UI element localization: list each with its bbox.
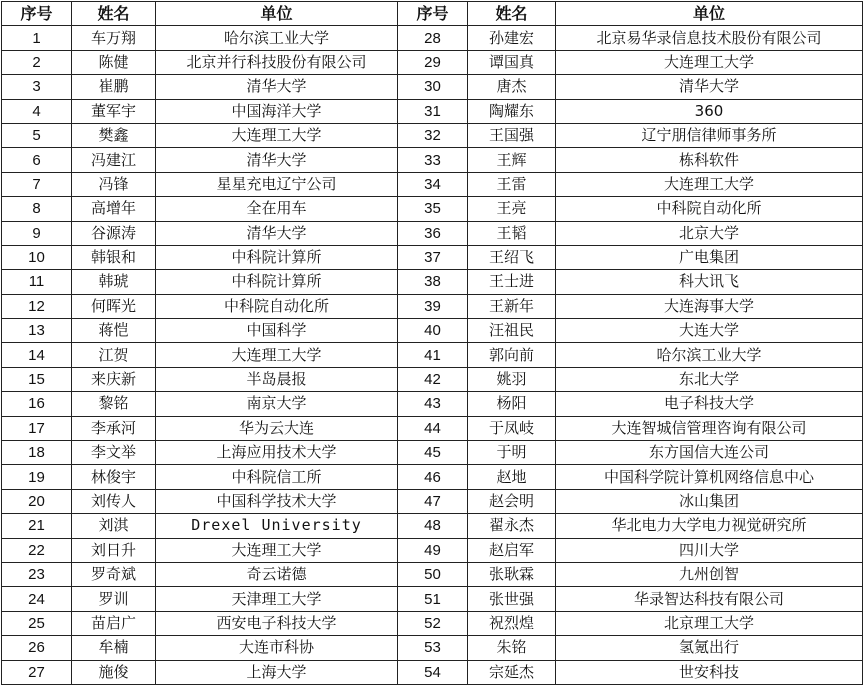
cell-index: 7 xyxy=(2,172,72,196)
cell-name: 高增年 xyxy=(72,197,156,221)
cell-org: 氢氪出行 xyxy=(556,636,863,660)
cell-index: 41 xyxy=(398,343,468,367)
cell-index: 14 xyxy=(2,343,72,367)
cell-name: 冯建江 xyxy=(72,148,156,172)
table-row xyxy=(2,294,863,318)
cell-org: 天津理工大学 xyxy=(156,587,398,611)
header-name-left: 姓名 xyxy=(72,2,156,26)
cell-org: 清华大学 xyxy=(156,221,398,245)
cell-org: 中国科学院计算机网络信息中心 xyxy=(556,465,863,489)
cell-index: 47 xyxy=(398,489,468,513)
cell-name: 李承河 xyxy=(72,416,156,440)
cell-index: 5 xyxy=(2,123,72,147)
cell-name: 王辉 xyxy=(468,148,556,172)
cell-org: 科大讯飞 xyxy=(556,270,863,294)
cell-index: 24 xyxy=(2,587,72,611)
cell-index: 23 xyxy=(2,562,72,586)
cell-index: 46 xyxy=(398,465,468,489)
cell-name: 于凤岐 xyxy=(468,416,556,440)
cell-name: 唐杰 xyxy=(468,75,556,99)
cell-org: 辽宁朋信律师事务所 xyxy=(556,123,863,147)
table-body xyxy=(2,26,863,685)
cell-name: 谷源涛 xyxy=(72,221,156,245)
cell-org: 大连理工大学 xyxy=(556,172,863,196)
cell-index: 19 xyxy=(2,465,72,489)
cell-name: 苗启广 xyxy=(72,611,156,635)
cell-org: 世安科技 xyxy=(556,660,863,684)
cell-name: 刘传人 xyxy=(72,489,156,513)
cell-name: 王绍飞 xyxy=(468,245,556,269)
cell-name: 王韬 xyxy=(468,221,556,245)
cell-org: 大连理工大学 xyxy=(156,538,398,562)
cell-org: 中国科学 xyxy=(156,319,398,343)
cell-name: 赵启军 xyxy=(468,538,556,562)
cell-name: 姚羽 xyxy=(468,367,556,391)
cell-name: 罗奇斌 xyxy=(72,562,156,586)
cell-index: 44 xyxy=(398,416,468,440)
cell-index: 9 xyxy=(2,221,72,245)
cell-index: 2 xyxy=(2,50,72,74)
cell-index: 15 xyxy=(2,367,72,391)
table-row xyxy=(2,172,863,196)
cell-name: 祝烈煌 xyxy=(468,611,556,635)
cell-index: 53 xyxy=(398,636,468,660)
cell-index: 21 xyxy=(2,514,72,538)
cell-org: 大连理工大学 xyxy=(156,343,398,367)
cell-index: 28 xyxy=(398,26,468,50)
cell-org: 大连大学 xyxy=(556,319,863,343)
table-row xyxy=(2,392,863,416)
cell-index: 12 xyxy=(2,294,72,318)
cell-name: 李文举 xyxy=(72,441,156,465)
cell-index: 39 xyxy=(398,294,468,318)
table-row xyxy=(2,319,863,343)
cell-name: 于明 xyxy=(468,441,556,465)
cell-name: 冯锋 xyxy=(72,172,156,196)
cell-name: 陶耀东 xyxy=(468,99,556,123)
cell-index: 52 xyxy=(398,611,468,635)
cell-name: 王士进 xyxy=(468,270,556,294)
cell-org: 360 xyxy=(556,99,863,123)
cell-index: 17 xyxy=(2,416,72,440)
cell-org: 星星充电辽宁公司 xyxy=(156,172,398,196)
cell-org: 中科院自动化所 xyxy=(156,294,398,318)
cell-org: 中国科学技术大学 xyxy=(156,489,398,513)
cell-org: 大连理工大学 xyxy=(556,50,863,74)
cell-org: 北京理工大学 xyxy=(556,611,863,635)
cell-org: 中科院计算所 xyxy=(156,270,398,294)
cell-name: 翟永杰 xyxy=(468,514,556,538)
cell-org: 华录智达科技有限公司 xyxy=(556,587,863,611)
cell-org: 中科院自动化所 xyxy=(556,197,863,221)
cell-org: 大连市科协 xyxy=(156,636,398,660)
cell-org: 广电集团 xyxy=(556,245,863,269)
cell-org: 栋科软件 xyxy=(556,148,863,172)
cell-org: 哈尔滨工业大学 xyxy=(156,26,398,50)
cell-index: 29 xyxy=(398,50,468,74)
cell-index: 4 xyxy=(2,99,72,123)
cell-org: 九州创智 xyxy=(556,562,863,586)
table-row xyxy=(2,343,863,367)
sheet-bottom-area xyxy=(0,688,864,695)
table-row xyxy=(2,660,863,684)
cell-name: 赵会明 xyxy=(468,489,556,513)
cell-org: 东方国信大连公司 xyxy=(556,441,863,465)
table-row xyxy=(2,538,863,562)
cell-index: 49 xyxy=(398,538,468,562)
table-row xyxy=(2,221,863,245)
cell-org: 清华大学 xyxy=(156,148,398,172)
cell-index: 10 xyxy=(2,245,72,269)
cell-name: 孙建宏 xyxy=(468,26,556,50)
cell-index: 38 xyxy=(398,270,468,294)
header-index-right: 序号 xyxy=(398,2,468,26)
cell-name: 施俊 xyxy=(72,660,156,684)
cell-index: 31 xyxy=(398,99,468,123)
cell-org: 西安电子科技大学 xyxy=(156,611,398,635)
table-row xyxy=(2,636,863,660)
cell-name: 崔鹏 xyxy=(72,75,156,99)
cell-name: 牟楠 xyxy=(72,636,156,660)
cell-name: 何晖光 xyxy=(72,294,156,318)
cell-index: 6 xyxy=(2,148,72,172)
cell-name: 张世强 xyxy=(468,587,556,611)
cell-org: 华为云大连 xyxy=(156,416,398,440)
cell-name: 谭国真 xyxy=(468,50,556,74)
cell-index: 40 xyxy=(398,319,468,343)
table-row xyxy=(2,611,863,635)
header-index-left: 序号 xyxy=(2,2,72,26)
cell-index: 13 xyxy=(2,319,72,343)
cell-name: 蒋恺 xyxy=(72,319,156,343)
cell-name: 车万翔 xyxy=(72,26,156,50)
cell-org: Drexel University xyxy=(156,514,398,538)
cell-name: 江贺 xyxy=(72,343,156,367)
cell-index: 34 xyxy=(398,172,468,196)
cell-org: 华北电力大学电力视觉研究所 xyxy=(556,514,863,538)
cell-index: 18 xyxy=(2,441,72,465)
table-row xyxy=(2,465,863,489)
cell-name: 樊鑫 xyxy=(72,123,156,147)
cell-index: 32 xyxy=(398,123,468,147)
cell-org: 中国海洋大学 xyxy=(156,99,398,123)
cell-org: 大连海事大学 xyxy=(556,294,863,318)
table-row xyxy=(2,367,863,391)
table-row xyxy=(2,26,863,50)
cell-org: 全在用车 xyxy=(156,197,398,221)
table-row xyxy=(2,245,863,269)
cell-name: 刘淇 xyxy=(72,514,156,538)
table-row xyxy=(2,489,863,513)
cell-org: 清华大学 xyxy=(156,75,398,99)
table-row xyxy=(2,441,863,465)
cell-name: 罗训 xyxy=(72,587,156,611)
cell-index: 22 xyxy=(2,538,72,562)
cell-org: 北京并行科技股份有限公司 xyxy=(156,50,398,74)
cell-org: 清华大学 xyxy=(556,75,863,99)
cell-index: 16 xyxy=(2,392,72,416)
cell-org: 北京大学 xyxy=(556,221,863,245)
cell-name: 王国强 xyxy=(468,123,556,147)
header-row xyxy=(2,2,863,26)
member-table xyxy=(1,1,863,685)
cell-index: 48 xyxy=(398,514,468,538)
cell-name: 王亮 xyxy=(468,197,556,221)
cell-name: 宗延杰 xyxy=(468,660,556,684)
cell-index: 33 xyxy=(398,148,468,172)
cell-index: 26 xyxy=(2,636,72,660)
table-row xyxy=(2,148,863,172)
table-row xyxy=(2,197,863,221)
header-org-right: 单位 xyxy=(556,2,863,26)
cell-index: 11 xyxy=(2,270,72,294)
table-row xyxy=(2,123,863,147)
cell-index: 35 xyxy=(398,197,468,221)
cell-index: 54 xyxy=(398,660,468,684)
cell-name: 陈健 xyxy=(72,50,156,74)
cell-org: 大连智城信管理咨询有限公司 xyxy=(556,416,863,440)
cell-name: 朱铭 xyxy=(468,636,556,660)
header-org-left: 单位 xyxy=(156,2,398,26)
cell-name: 赵地 xyxy=(468,465,556,489)
table-row xyxy=(2,50,863,74)
cell-index: 42 xyxy=(398,367,468,391)
cell-name: 张耿霖 xyxy=(468,562,556,586)
cell-name: 董军宇 xyxy=(72,99,156,123)
cell-name: 刘日升 xyxy=(72,538,156,562)
cell-index: 25 xyxy=(2,611,72,635)
table-row xyxy=(2,270,863,294)
cell-name: 王新年 xyxy=(468,294,556,318)
cell-index: 37 xyxy=(398,245,468,269)
cell-index: 8 xyxy=(2,197,72,221)
cell-index: 20 xyxy=(2,489,72,513)
cell-index: 51 xyxy=(398,587,468,611)
cell-index: 1 xyxy=(2,26,72,50)
cell-name: 汪祖民 xyxy=(468,319,556,343)
cell-org: 大连理工大学 xyxy=(156,123,398,147)
cell-org: 四川大学 xyxy=(556,538,863,562)
cell-org: 上海大学 xyxy=(156,660,398,684)
cell-index: 43 xyxy=(398,392,468,416)
table-row xyxy=(2,416,863,440)
cell-org: 东北大学 xyxy=(556,367,863,391)
cell-name: 韩琥 xyxy=(72,270,156,294)
table-row xyxy=(2,514,863,538)
cell-index: 50 xyxy=(398,562,468,586)
cell-index: 30 xyxy=(398,75,468,99)
cell-index: 36 xyxy=(398,221,468,245)
cell-name: 王雷 xyxy=(468,172,556,196)
header-name-right: 姓名 xyxy=(468,2,556,26)
cell-name: 来庆新 xyxy=(72,367,156,391)
cell-org: 奇云诺德 xyxy=(156,562,398,586)
cell-name: 杨阳 xyxy=(468,392,556,416)
cell-org: 半岛晨报 xyxy=(156,367,398,391)
cell-name: 韩银和 xyxy=(72,245,156,269)
cell-index: 45 xyxy=(398,441,468,465)
cell-org: 北京易华录信息技术股份有限公司 xyxy=(556,26,863,50)
cell-org: 中科院计算所 xyxy=(156,245,398,269)
cell-org: 冰山集团 xyxy=(556,489,863,513)
table-row xyxy=(2,75,863,99)
table-row xyxy=(2,99,863,123)
cell-org: 南京大学 xyxy=(156,392,398,416)
cell-index: 27 xyxy=(2,660,72,684)
cell-index: 3 xyxy=(2,75,72,99)
cell-org: 哈尔滨工业大学 xyxy=(556,343,863,367)
cell-org: 上海应用技术大学 xyxy=(156,441,398,465)
cell-name: 黎铭 xyxy=(72,392,156,416)
table-row xyxy=(2,562,863,586)
table-row xyxy=(2,587,863,611)
cell-name: 林俊宇 xyxy=(72,465,156,489)
cell-org: 中科院信工所 xyxy=(156,465,398,489)
cell-name: 郭向前 xyxy=(468,343,556,367)
cell-org: 电子科技大学 xyxy=(556,392,863,416)
